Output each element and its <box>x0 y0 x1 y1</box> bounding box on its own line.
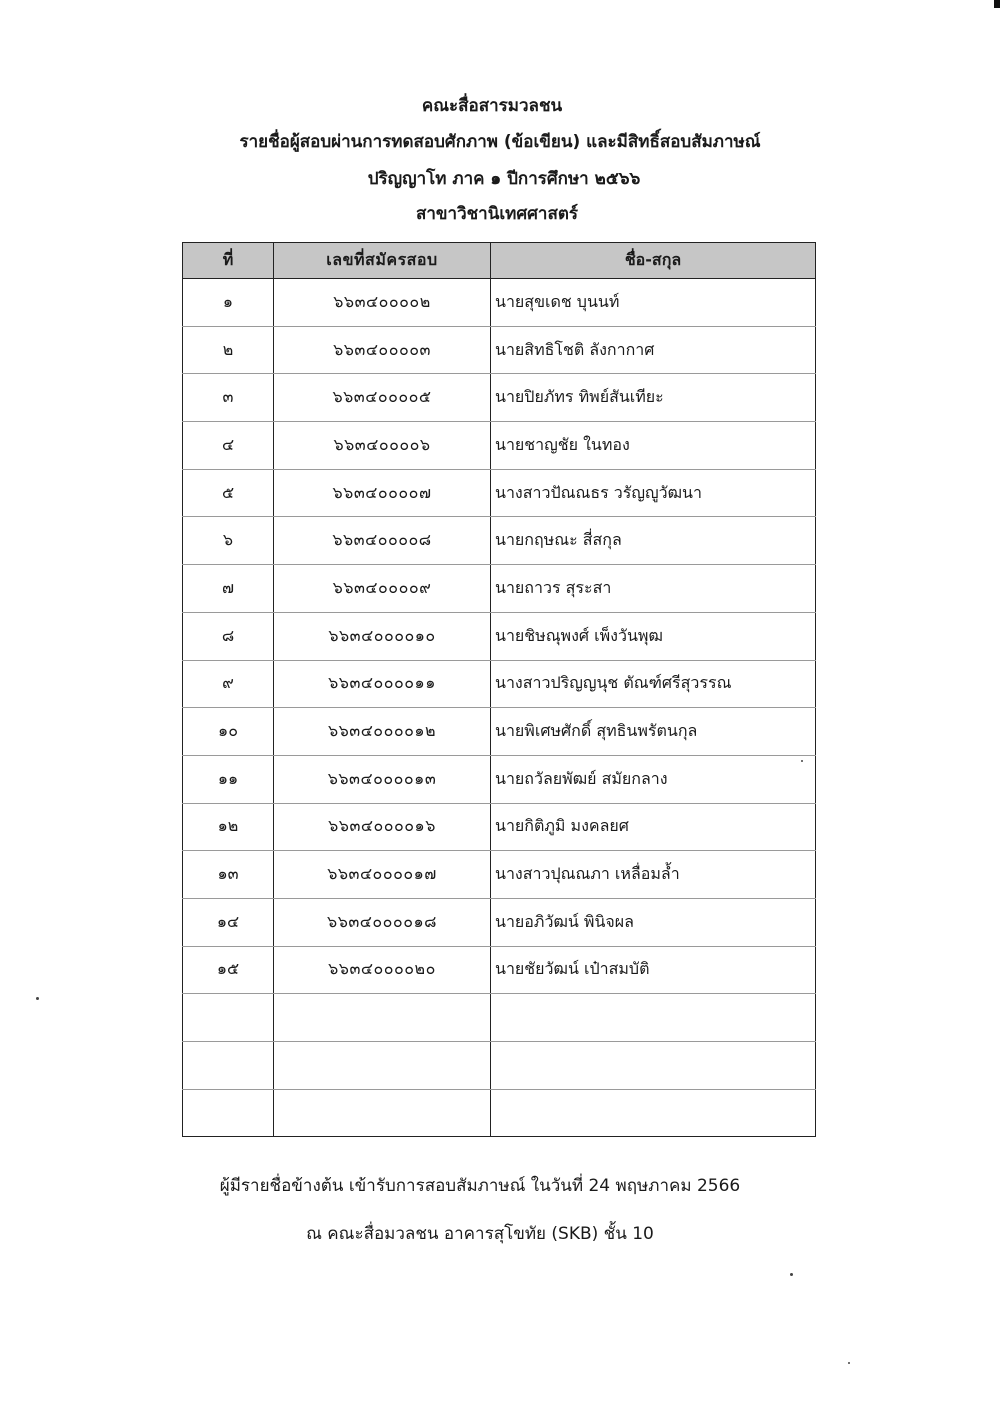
row-number: ๑๒ <box>183 803 274 851</box>
row-full-name <box>491 1089 816 1137</box>
row-full-name: นายสุขเดช บุนนท์ <box>491 279 816 327</box>
row-number: ๗ <box>183 565 274 613</box>
table-row <box>183 326 816 374</box>
row-applicant-id: ๖๖๓๔๐๐๐๐๑๓ <box>274 755 491 803</box>
row-number: ๖ <box>183 517 274 565</box>
row-full-name: นางสาวปุณณภา เหลื่อมล้ำ <box>491 851 816 899</box>
scan-speck <box>36 997 39 1000</box>
table-row <box>183 517 816 565</box>
row-full-name: นางสาวปัณณธร วรัญญูวัฒนา <box>491 469 816 517</box>
row-full-name: นายชาญชัย ในทอง <box>491 422 816 470</box>
row-number: ๓ <box>183 374 274 422</box>
table-row <box>183 708 816 756</box>
row-applicant-id <box>274 1089 491 1137</box>
table-header-row <box>183 243 816 279</box>
program-heading: ปริญญาโท ภาค ๑ ปีการศึกษา ๒๕๖๖ <box>367 169 641 189</box>
table-row <box>183 469 816 517</box>
scan-speck <box>790 1273 793 1276</box>
row-applicant-id: ๖๖๓๔๐๐๐๐๑๘ <box>274 898 491 946</box>
table-row <box>183 279 816 327</box>
row-full-name: นายปิยภัทร ทิพย์สันเทียะ <box>491 374 816 422</box>
row-number: ๑๕ <box>183 946 274 994</box>
column-header-applicant-id: เลขที่สมัครสอบ <box>274 243 491 279</box>
row-number: ๙ <box>183 660 274 708</box>
row-full-name <box>491 994 816 1042</box>
row-number <box>183 1089 274 1137</box>
row-applicant-id: ๖๖๓๔๐๐๐๐๓ <box>274 326 491 374</box>
row-full-name: นายถวัลยพัฒย์ สมัยกลาง <box>491 755 816 803</box>
row-applicant-id: ๖๖๓๔๐๐๐๐๕ <box>274 374 491 422</box>
row-full-name: นายชัยวัฒน์ เป๋าสมบัติ <box>491 946 816 994</box>
table-row <box>183 1042 816 1090</box>
table-row <box>183 994 816 1042</box>
row-full-name: นางสาวปริญญนุช ตัณฑ์ศรีสุวรรณ <box>491 660 816 708</box>
row-applicant-id: ๖๖๓๔๐๐๐๐๒๐ <box>274 946 491 994</box>
scan-speck <box>801 760 803 762</box>
row-full-name: นายถาวร สุระสา <box>491 565 816 613</box>
row-applicant-id <box>274 1042 491 1090</box>
row-applicant-id <box>274 994 491 1042</box>
row-number: ๑๔ <box>183 898 274 946</box>
table-row <box>183 374 816 422</box>
scan-speck <box>848 1362 850 1364</box>
table-row <box>183 898 816 946</box>
row-number: ๑๓ <box>183 851 274 899</box>
table-row <box>183 565 816 613</box>
row-full-name: นายสิทธิโชติ ลังกากาศ <box>491 326 816 374</box>
row-applicant-id: ๖๖๓๔๐๐๐๐๑๒ <box>274 708 491 756</box>
row-number: ๒ <box>183 326 274 374</box>
row-number: ๑๐ <box>183 708 274 756</box>
row-full-name <box>491 1042 816 1090</box>
table-row <box>183 660 816 708</box>
table-row <box>183 803 816 851</box>
row-full-name: นายพิเศษศักดิ์ สุทธินพรัตนกุล <box>491 708 816 756</box>
table-row <box>183 755 816 803</box>
major-heading: สาขาวิชานิเทศศาสตร์ <box>415 204 579 224</box>
table-row <box>183 851 816 899</box>
row-full-name: นายกฤษณะ สี่สกุล <box>491 517 816 565</box>
row-applicant-id: ๖๖๓๔๐๐๐๐๘ <box>274 517 491 565</box>
row-applicant-id: ๖๖๓๔๐๐๐๐๑๑ <box>274 660 491 708</box>
row-number: ๕ <box>183 469 274 517</box>
row-number <box>183 994 274 1042</box>
row-applicant-id: ๖๖๓๔๐๐๐๐๗ <box>274 469 491 517</box>
row-number: ๘ <box>183 612 274 660</box>
row-applicant-id: ๖๖๓๔๐๐๐๐๑๗ <box>274 851 491 899</box>
column-header-no: ที่ <box>183 243 274 279</box>
row-applicant-id: ๖๖๓๔๐๐๐๐๖ <box>274 422 491 470</box>
row-number: ๔ <box>183 422 274 470</box>
row-number: ๑ <box>183 279 274 327</box>
interview-location-note: ณ คณะสื่อมวลชน อาคารสุโขทัย (SKB) ชั้น 10 <box>306 1224 654 1244</box>
table-row <box>183 422 816 470</box>
table-row <box>183 946 816 994</box>
row-full-name: นายกิติภูมิ มงคลยศ <box>491 803 816 851</box>
row-number <box>183 1042 274 1090</box>
row-number: ๑๑ <box>183 755 274 803</box>
row-full-name: นายชิษณุพงศ์ เพ็งวันพุฒ <box>491 612 816 660</box>
column-header-name: ชื่อ-สกุล <box>491 243 816 279</box>
scan-corner-mark <box>994 0 1000 8</box>
row-full-name: นายอภิวัฒน์ พินิจผล <box>491 898 816 946</box>
row-applicant-id: ๖๖๓๔๐๐๐๐๑๖ <box>274 803 491 851</box>
row-applicant-id: ๖๖๓๔๐๐๐๐๙ <box>274 565 491 613</box>
row-applicant-id: ๖๖๓๔๐๐๐๐๒ <box>274 279 491 327</box>
results-table <box>182 242 816 1137</box>
table-body <box>183 279 816 1137</box>
table-row <box>183 612 816 660</box>
faculty-heading: คณะสื่อสารมวลชน <box>421 96 563 116</box>
interview-date-note: ผู้มีรายชื่อข้างต้น เข้ารับการสอบสัมภาษณ์ ในวันที่ 24 พฤษภาคม 2566 <box>219 1176 741 1196</box>
table-row <box>183 1089 816 1137</box>
row-applicant-id: ๖๖๓๔๐๐๐๐๑๐ <box>274 612 491 660</box>
document-title: รายชื่อผู้สอบผ่านการทดสอบศักภาพ (ข้อเขียน) และมีสิทธิ์สอบสัมภาษณ์ <box>239 132 761 152</box>
